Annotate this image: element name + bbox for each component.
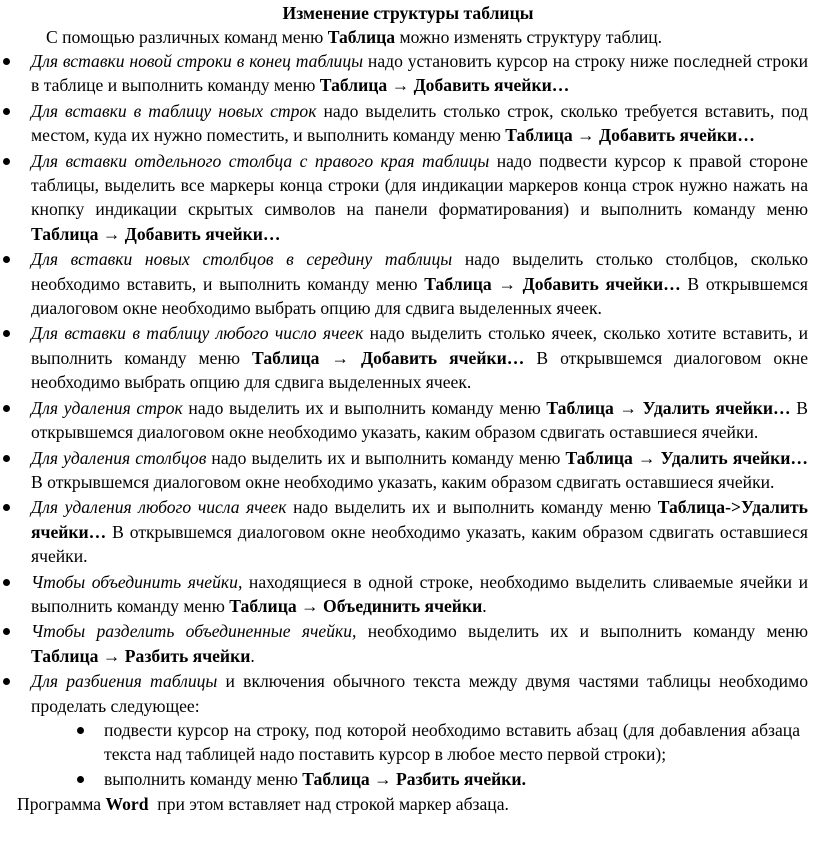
item-italic: Для разбиения таблицы [31,671,218,692]
item-italic: Чтобы разделить объединенные ячейки, [31,621,357,642]
item-italic: Для вставки новой строки в конец таблицы [31,51,364,71]
item-tail: В открывшемся диалоговом окне необходимо указать, каким образом сдвигать оставшиеся ячейки. [31,397,808,443]
item-text: надо выделить их и выполнить команду меню [182,397,547,418]
item-italic: Для вставки в таблицу новых строк [31,100,317,121]
intro-paragraph [46,25,816,49]
item-text: надо выделить их и выполнить команду меню [206,447,566,468]
bullet-icon [3,678,10,685]
item-italic: Для удаления любого числа ячеек [31,497,287,518]
bullet-icon [3,628,10,635]
sub-item-text: подвести курсор на строку, под которой необходимо вставить абзац (для добавления абзаца текста над таблицей надо поставить курсор в любое место первой строки); [104,719,800,765]
bullet-icon [3,108,10,115]
list-item [0,321,816,394]
instruction-list [0,49,816,791]
item-command: Таблица → Удалить ячейки… [565,447,808,468]
item-tail: . [250,645,255,666]
list-item [0,570,816,619]
item-text: находящиеся в одной строке, необходимо выделить сливаемые ячейки и выполнить команду меню [31,571,809,616]
item-text: надо выделить столько столбцов, сколько необходимо вставить, и выполнить команду меню [31,249,809,294]
bullet-icon [3,58,10,65]
sub-list-item [31,767,808,791]
list-item [0,396,816,445]
intro-text-a: С помощью различных команд меню [46,27,328,47]
item-command: Таблица → Удалить ячейки… [546,397,791,418]
bullet-icon [77,727,84,734]
list-item [0,669,816,791]
item-tail: В открывшемся диалоговом окне необходимо выбрать опцию для сдвига выделенных ячеек. [31,347,809,393]
item-command: Таблица → Добавить ячейки… [424,273,681,294]
sub-list-item [31,718,808,767]
item-text: надо выделить их и выполнить команду меню [286,497,658,518]
item-command: Таблица → Добавить ячейки… [31,223,281,244]
bullet-icon [3,256,10,263]
item-italic: Для удаления строк [31,397,183,418]
item-text: надо установить курсор на строку ниже последней строки в таблице и выполнить команду меню [31,51,808,96]
list-item [0,619,816,668]
item-text: необходимо выделить их и выполнить команду меню [356,621,808,642]
item-tail: В открывшемся диалоговом окне необходимо указать, каким образом сдвигать оставшиеся ячейки. [31,471,775,492]
list-item [0,495,816,568]
list-item [0,247,816,320]
bullet-icon [3,455,10,462]
footer-text-c: при этом вставляет над строкой маркер абзаца. [148,794,509,815]
list-item [0,149,816,247]
footer-paragraph [17,792,816,816]
item-italic: Для вставки новых столбцов в середину таблицы [31,249,453,270]
item-command: Таблица → Добавить ячейки… [252,347,525,368]
item-italic: Для вставки отдельного столбца с правого края таблицы [31,150,490,171]
item-text: и включения обычного текста между двумя частями таблицы необходимо проделать следующее: [31,671,808,716]
item-italic: Для вставки в таблицу любого число ячеек [31,323,364,344]
page-title: Изменение структуры таблицы [282,3,534,23]
item-text: надо подвести курсор к правой стороне таблицы, выделить все маркеры конца строки (для индикации маркеров конца строк нужно нажать на кнопку индикации скрытых символов на панели форматирования) и выполнить команду меню [31,150,808,220]
sub-list [31,718,808,791]
item-command: Таблица → Добавить ячейки… [319,75,570,96]
bullet-icon [3,579,10,586]
bullet-icon [3,158,10,165]
item-command: Таблица → Объединить ячейки [229,595,483,616]
item-tail: . [482,595,487,616]
item-text: надо выделить столько ячеек, сколько хотите вставить, и выполнить команду меню [31,323,808,368]
item-italic: Для удаления столбцов [31,447,207,468]
list-item [0,446,816,495]
bullet-icon [3,504,10,511]
intro-menu-name: Таблица [327,27,396,47]
footer-program-name: Word [105,794,149,815]
sub-item-command: Таблица → Разбить ячейки. [302,768,526,789]
list-item [0,49,816,98]
list-item [0,99,816,148]
footer-text-a: Программа [17,794,106,815]
item-text: надо выделить столько строк, сколько требуется вставить, под местом, куда их нужно поместить, и выполнить команду меню [31,100,808,146]
bullet-icon [3,330,10,337]
sub-item-text: выполнить команду меню [104,768,303,789]
item-italic: Чтобы объединить ячейки, [31,571,243,592]
item-command: Таблица → Добавить ячейки… [505,125,755,146]
bullet-icon [77,776,84,783]
item-tail: В открывшемся диалоговом окне необходимо выбрать опцию для сдвига выделенных ячеек. [31,273,808,319]
bullet-icon [3,405,10,412]
item-command: Таблица → Разбить ячейки [31,645,251,666]
item-tail: В открывшемся диалоговом окне необходимо указать, каким образом сдвигать оставшиеся ячейки. [31,521,808,567]
intro-text-c: можно изменять структуру таблиц. [395,27,663,47]
item-command: Таблица->Удалить ячейки… [31,497,808,542]
